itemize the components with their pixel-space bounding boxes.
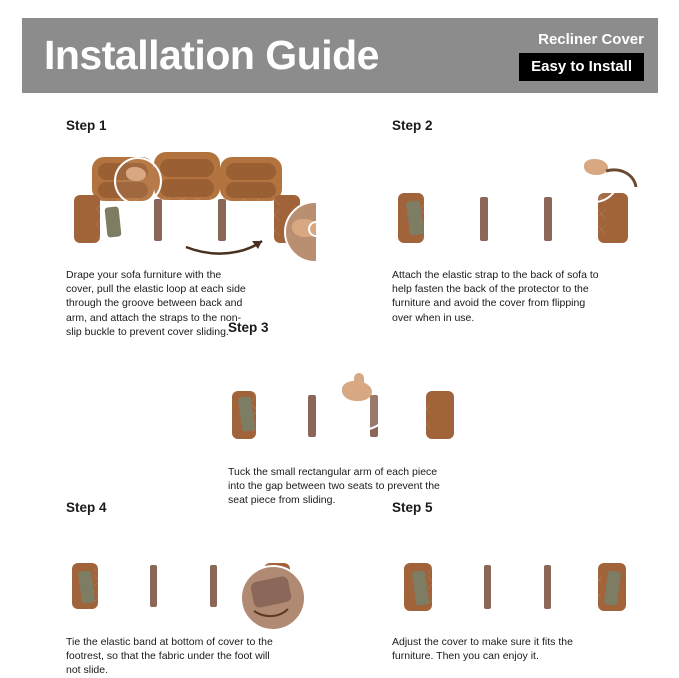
step-1-illustration [66, 137, 316, 262]
header-right-group [519, 31, 644, 81]
step-2-caption: Attach the elastic strap to the back of sofa to help fasten the back of the protector to the furniture and avoid the cover from flipping over when in use. [392, 269, 599, 324]
step-5 [392, 500, 652, 663]
zoom-circle-step1-a [114, 157, 162, 205]
page-title: Installation Guide [44, 32, 379, 78]
step-4-label: Step 4 [66, 500, 107, 515]
sofa-graphic-1 [66, 137, 316, 262]
sofa-graphic-4 [66, 519, 306, 629]
sofa-graphic-3 [228, 339, 464, 459]
easy-install-badge: Easy to Install [519, 53, 644, 81]
sofa-graphic-5 [392, 519, 642, 629]
step-4-illustration [66, 519, 306, 629]
step-2-label: Step 2 [392, 118, 433, 133]
step-3 [228, 320, 478, 508]
step-2-illustration [392, 137, 642, 262]
step-1 [66, 118, 326, 339]
step-3-label: Step 3 [228, 320, 269, 335]
step-4-caption: Tie the elastic band at bottom of cover to the footrest, so that the fabric under the foot will not slide. [66, 636, 273, 677]
sofa-graphic-2 [392, 137, 642, 262]
step-2 [392, 118, 662, 325]
step-5-label: Step 5 [392, 500, 433, 515]
product-name: Recliner Cover [538, 30, 644, 48]
step-3-illustration [228, 339, 464, 459]
step-1-caption: Drape your sofa furniture with the cover, pull the elastic loop at each side through the groove between back and arm, and attach the straps to the non-slip buckle to prevent cover sliding. [66, 269, 246, 338]
guide-header [22, 18, 658, 93]
step-3-caption: Tuck the small rectangular arm of each piece into the gap between two seats to prevent the seat piece from sliding. [228, 466, 440, 507]
step-4 [66, 500, 316, 678]
step-5-illustration [392, 519, 642, 629]
step-5-caption: Adjust the cover to make sure it fits the furniture. Then you can enjoy it. [392, 636, 573, 663]
step-1-label: Step 1 [66, 118, 107, 133]
